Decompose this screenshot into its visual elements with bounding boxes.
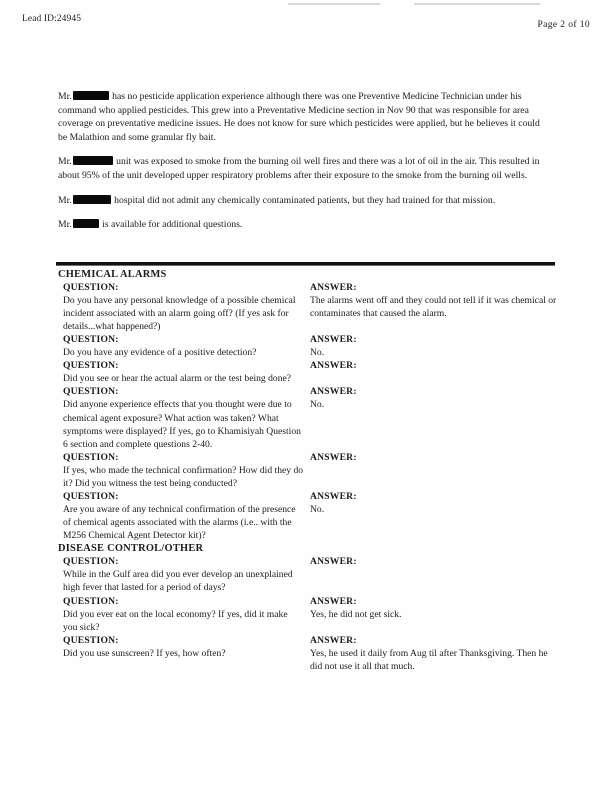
question-cell bbox=[58, 490, 310, 542]
narrative-paragraph bbox=[58, 218, 542, 232]
running-head bbox=[0, 14, 612, 30]
qa-row bbox=[58, 333, 557, 359]
qa-row bbox=[58, 595, 557, 634]
answer-cell bbox=[310, 451, 557, 464]
question-cell bbox=[58, 595, 310, 634]
answer-text: Yes, he used it daily from Aug til after Thanksgiving. Then he did not use it all that much. bbox=[310, 647, 548, 672]
answer-cell bbox=[310, 555, 557, 568]
qa-row bbox=[58, 359, 557, 385]
question-text: If yes, who made the technical confirmation? How did they do it? Did you witness the test being conducted? bbox=[63, 464, 304, 489]
question-label: QUESTION: bbox=[63, 282, 119, 293]
qa-row bbox=[58, 490, 557, 542]
question-text: While in the Gulf area did you ever develop an unexplained high fever that lasted for a period of days? bbox=[63, 569, 293, 594]
answer-text: Yes, he did not get sick. bbox=[310, 608, 402, 620]
paragraph-lead-in bbox=[58, 156, 114, 167]
answer-label: ANSWER: bbox=[310, 595, 357, 607]
question-label: QUESTION: bbox=[63, 334, 119, 346]
qa-row bbox=[58, 634, 557, 673]
answer-text: No. bbox=[310, 399, 325, 411]
redaction-bar bbox=[73, 91, 109, 100]
name-prefix: Mr. bbox=[58, 194, 72, 206]
narrative-paragraph bbox=[58, 155, 542, 182]
question-text: Did you ever eat on the local economy? If yes, did it make you sick? bbox=[63, 608, 288, 633]
redaction-bar bbox=[73, 219, 99, 228]
answer-cell bbox=[310, 385, 557, 411]
qa-section-title: DISEASE CONTROL/OTHER bbox=[58, 543, 204, 555]
paragraph-lead-in bbox=[58, 195, 112, 206]
answer-cell bbox=[310, 333, 557, 359]
paragraph-lead-in bbox=[58, 91, 110, 102]
question-cell bbox=[58, 359, 310, 385]
narrative-paragraph bbox=[58, 90, 542, 144]
answer-cell bbox=[310, 634, 557, 673]
answer-cell bbox=[310, 359, 557, 372]
question-label: QUESTION: bbox=[63, 451, 119, 463]
scan-artifact-line bbox=[288, 3, 380, 5]
qa-table bbox=[58, 268, 557, 673]
lead-id-label: Lead ID:24945 bbox=[22, 14, 82, 24]
answer-label: ANSWER: bbox=[310, 634, 357, 646]
answer-text: The alarms went off and they could not tell if it was chemical or contaminates that caused the alarm. bbox=[310, 295, 557, 320]
paragraph-text: is available for additional questions. bbox=[99, 219, 243, 231]
answer-text: No. bbox=[310, 504, 325, 516]
question-cell bbox=[58, 281, 310, 333]
narrative-paragraph bbox=[58, 194, 542, 208]
qa-section-title: CHEMICAL ALARMS bbox=[58, 269, 167, 280]
qa-row bbox=[58, 281, 557, 333]
question-text: Do you have any personal knowledge of a possible chemical incident associated with an alarm going off? (If yes ask for details...what happened?) bbox=[63, 295, 296, 333]
redaction-bar bbox=[73, 195, 111, 204]
answer-cell bbox=[310, 595, 557, 621]
answer-cell bbox=[310, 281, 557, 320]
qa-row bbox=[58, 451, 557, 490]
name-prefix: Mr. bbox=[58, 219, 72, 231]
answer-label: ANSWER: bbox=[310, 451, 357, 463]
question-text: Did anyone experience effects that you thought were due to chemical agent exposure? What action was taken? What symptoms were displayed? If yes, go to Khamisiyah Question 6 section and complete questions 2-40. bbox=[63, 399, 301, 450]
paragraph-text: has no pesticide application experience although there was one Preventive Medicine Technician under his command who applied pesticides. This grew into a Preventative Medicine section in Nov 90 that was responsible for area coverage on preventative medicine issues. He does not know for sure which pesticides were applied, but he believes it could be Malathion and some granular fly bait. bbox=[58, 91, 540, 143]
narrative-body bbox=[58, 90, 542, 232]
question-cell bbox=[58, 385, 310, 450]
answer-text: No. bbox=[310, 347, 325, 359]
question-label: QUESTION: bbox=[63, 386, 119, 398]
answer-label: ANSWER: bbox=[310, 282, 357, 293]
qa-row bbox=[58, 555, 557, 594]
question-label: QUESTION: bbox=[63, 360, 119, 372]
answer-label: ANSWER: bbox=[310, 360, 357, 372]
question-label: QUESTION: bbox=[63, 556, 119, 568]
paragraph-text: hospital did not admit any chemically contaminated patients, but they had trained for that mission. bbox=[111, 194, 496, 206]
page-number-label: Page 2 of 10 bbox=[537, 20, 590, 30]
question-cell bbox=[58, 555, 310, 594]
paragraph-lead-in bbox=[58, 219, 100, 230]
answer-label: ANSWER: bbox=[310, 334, 357, 346]
qa-row bbox=[58, 385, 557, 450]
answer-label: ANSWER: bbox=[310, 386, 357, 398]
question-text: Are you aware of any technical confirmation of the presence of chemical agents associated with the alarms (i.e.. with the M256 Chemical Agent Detector kit)? bbox=[63, 504, 296, 542]
answer-cell bbox=[310, 490, 557, 516]
section-divider-rule bbox=[56, 262, 555, 265]
question-text: Do you have any evidence of a positive detection? bbox=[63, 347, 257, 359]
question-label: QUESTION: bbox=[63, 634, 119, 646]
question-label: QUESTION: bbox=[63, 595, 119, 607]
answer-label: ANSWER: bbox=[310, 491, 357, 503]
scan-artifact-line bbox=[414, 3, 540, 5]
name-prefix: Mr. bbox=[58, 156, 72, 168]
question-text: Did you use sunscreen? If yes, how often? bbox=[63, 647, 226, 659]
question-label: QUESTION: bbox=[63, 491, 119, 503]
question-text: Did you see or hear the actual alarm or the test being done? bbox=[63, 373, 292, 385]
redaction-bar bbox=[73, 156, 113, 165]
answer-label: ANSWER: bbox=[310, 556, 357, 568]
question-cell bbox=[58, 451, 310, 490]
question-cell bbox=[58, 634, 310, 660]
name-prefix: Mr. bbox=[58, 91, 72, 102]
question-cell bbox=[58, 333, 310, 359]
paragraph-text: unit was exposed to smoke from the burning oil well fires and there was a lot of oil in the air. This resulted in about 95% of the unit developed upper respiratory problems after their exposure to the smoke from the burning oil wells. bbox=[58, 156, 540, 181]
